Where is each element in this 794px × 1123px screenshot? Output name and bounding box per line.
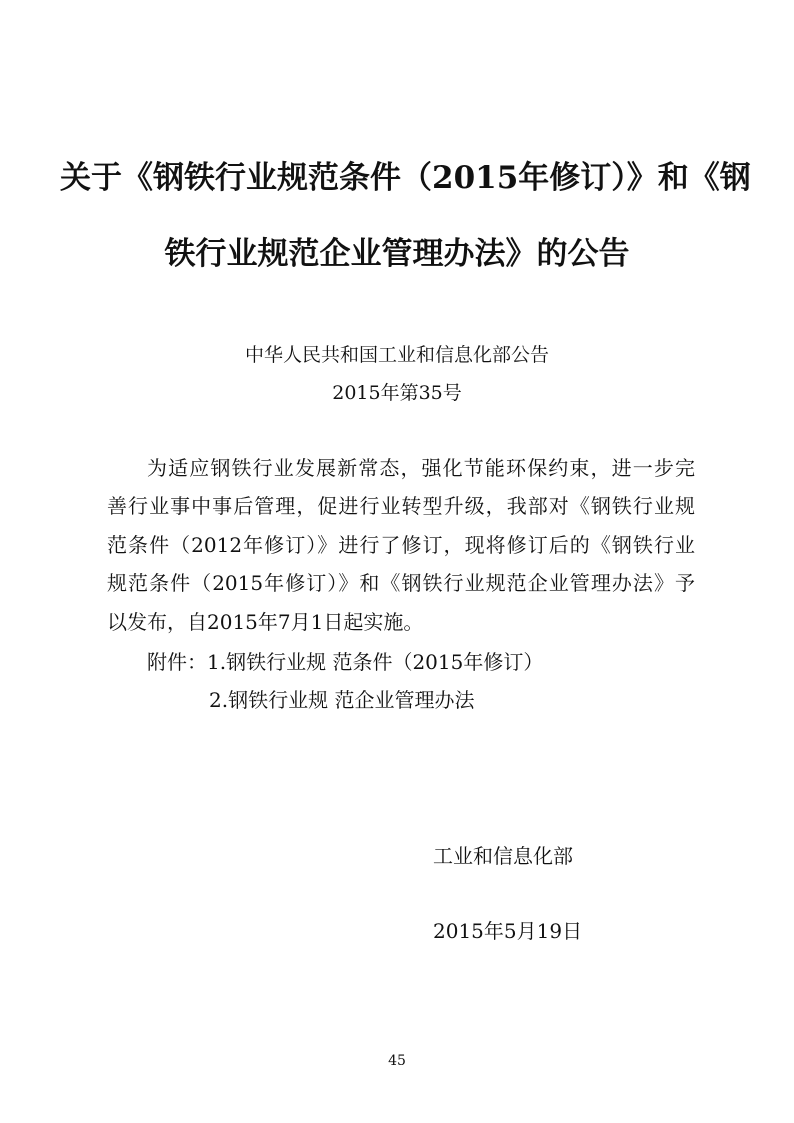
document-title-line-1: 关于《钢铁行业规范条件（2015年修订）》和《钢: [60, 160, 751, 196]
document-title-line-2: 铁行业规范企业管理办法》的公告: [164, 236, 630, 272]
issuer-line: 中华人民共和国工业和信息化部公告: [244, 344, 549, 366]
body-line-5: 以发布，自2015年7月1日起实施。: [107, 610, 424, 634]
body-line-1: 为适应钢铁行业发展新常态，强化节能环保约束，进一步完: [147, 456, 695, 480]
signature-organization: 工业和信息化部: [433, 844, 573, 868]
body-line-2: 善行业事中事后管理，促进行业转型升级，我部对《钢铁行业规: [107, 494, 695, 518]
attachment-line-1: 附件：1.钢铁行业规 范条件（2015年修订）: [147, 650, 544, 674]
body-line-3: 范条件（2012年修订）》进行了修订，现将修订后的《钢铁行业: [107, 533, 695, 557]
signature-date: 2015年5月19日: [433, 919, 583, 943]
document-number: 2015年第35号: [332, 382, 462, 404]
body-line-4: 规范条件（2015年修订）》和《钢铁行业规范企业管理办法》予: [107, 571, 695, 595]
page-number: 45: [388, 1053, 406, 1069]
attachment-line-2: 2.钢铁行业规 范企业管理办法: [209, 688, 475, 712]
